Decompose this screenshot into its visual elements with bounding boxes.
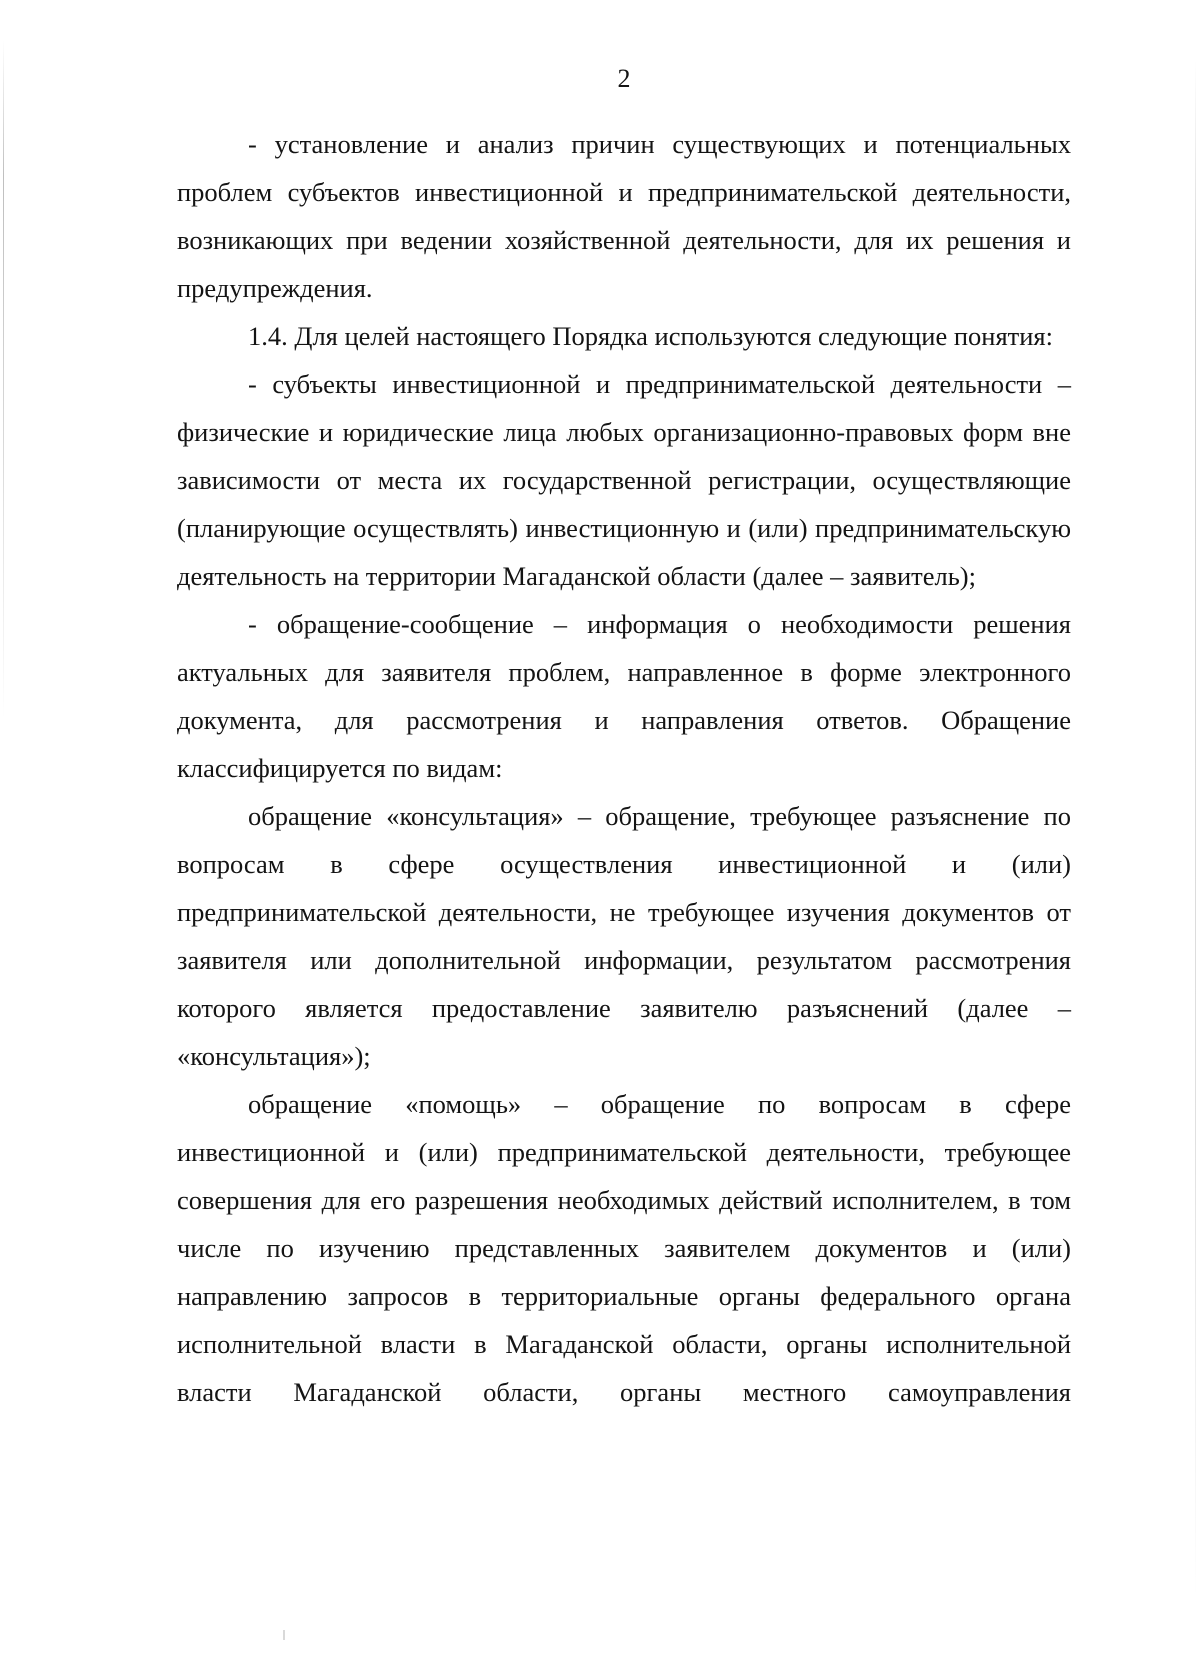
page-number: 2 xyxy=(617,64,631,93)
document-body xyxy=(177,120,1071,1416)
paragraph-definition-subjects: - субъекты инвестиционной и предпринимательской деятельности – физические и юридические лица любых организационно-правовых форм вне зависимости от места их государственной регистрации, осуществляющие (планирующие осуществлять) инвестиционную и (или) предпринимательскую деятельность на территории Магаданской области (далее – заявитель); xyxy=(177,369,1071,591)
scan-edge-left xyxy=(3,40,4,720)
paragraph-problem-analysis: - установление и анализ причин существующих и потенциальных проблем субъектов инвестиционной и предпринимательской деятельности, возникающих при ведении хозяйственной деятельности, для их решения и предупреждения. xyxy=(177,129,1071,303)
paragraph-definition-message: - обращение-сообщение – информация о необходимости решения актуальных для заявителя проблем, направленное в форме электронного документа, для рассмотрения и направления ответов. Обращение классифицируется по видам: xyxy=(177,609,1071,783)
paragraph-definition-help: обращение «помощь» – обращение по вопросам в сфере инвестиционной и (или) предпринимательской деятельности, требующее совершения для его разрешения необходимых действий исполнителем, в том числе по изучению представленных заявителем документов и (или) направлению запросов в территориальные органы федерального органа исполнительной власти в Магаданской области, органы исполнительной власти Магаданской области, органы местного самоуправления xyxy=(177,1089,1071,1407)
scan-speck xyxy=(283,1630,285,1640)
paragraph-definitions-intro: 1.4. Для целей настоящего Порядка используются следующие понятия: xyxy=(248,321,1053,351)
scan-edge-right xyxy=(1195,60,1196,1600)
paragraph-definition-consultation: обращение «консультация» – обращение, требующее разъяснение по вопросам в сфере осуществления инвестиционной и (или) предпринимательской деятельности, не требующее изучения документов от заявителя или дополнительной информации, результатом рассмотрения которого является предоставление заявителю разъяснений (далее – «консультация»); xyxy=(177,801,1071,1071)
